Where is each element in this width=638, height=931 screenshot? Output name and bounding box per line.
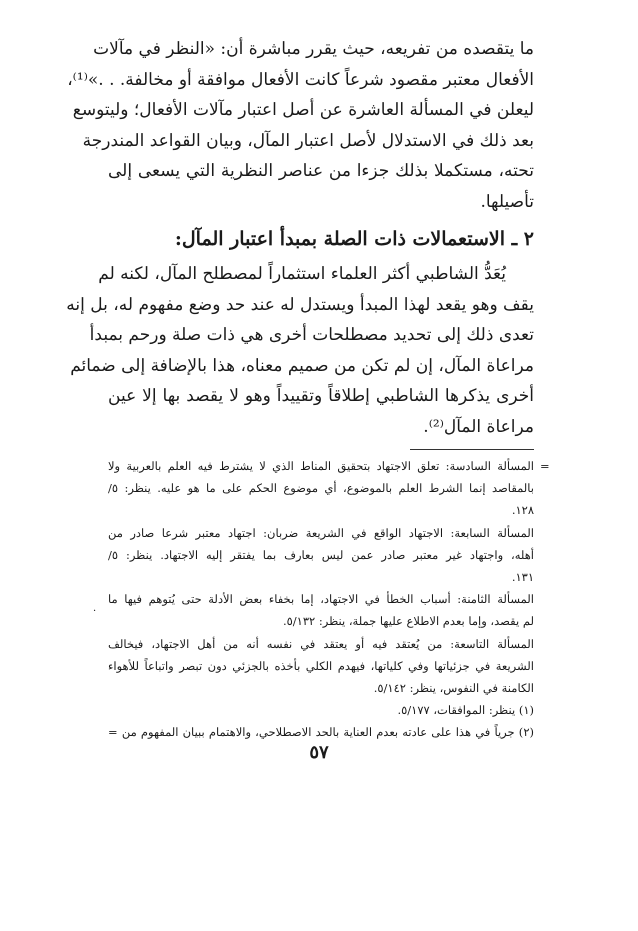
footnote-line: المسألة التاسعة: من يُعتقد فيه أو يعتقد في نفسه أنه من أهل الاجتهاد، فيخالف <box>108 636 534 651</box>
footnote-line: المسألة الثامنة: أسباب الخطأ في الاجتهاد، إما بخفاء بعض الأدلة حتى يُتوهم فيها ما <box>108 592 534 607</box>
footnote-line: بالمقاصد إنما الشرط العلم بالموضوع، أي موضوع الحكم على ما هو عليه. ينظر: ٥/ <box>108 481 534 496</box>
text-line: تعدى ذلك إلى تحديد مصطلحات أخرى هي ذات صلة ورحم بمبدأ <box>89 325 534 345</box>
footnote-continuation-marker: = <box>540 459 550 473</box>
footnote-1: (١) ينظر: الموافقات، ٥/١٧٧. <box>397 703 534 718</box>
footnote-separator <box>410 449 534 450</box>
scan-speck: · <box>93 606 97 617</box>
footnote-line: المسألة السابعة: الاجتهاد الواقع في الشريعة ضربان: اجتهاد معتبر شرعا صادر من <box>108 525 534 540</box>
text-line: مراعاة المآل، إن لم تكن من صميم معناه، هذا بالإضافة إلى ضمائم <box>70 355 534 376</box>
footnote-line: الشريعة في جزئياتها وفي كلياتها، فيهدم الكلي بأخذه بالجزئي دون تبصر واتباعاً للأهواء <box>108 658 534 673</box>
footnote-line: ١٢٨. <box>511 503 534 518</box>
footnote-line: أهله، واجتهاد غير معتبر صادر عمن ليس بعارف بما يفتقر إليه الاجتهاد. ينظر: ٥/ <box>108 547 534 562</box>
footnote-line: لم يقصد، وإما بعدم الاطلاع عليها جملة، ينظر: ٥/١٣٢. <box>282 614 534 629</box>
footnote-line: الكامنة في النفوس، ينظر: ٥/١٤٢. <box>373 681 534 696</box>
text-line: مراعاة المآل⁽²⁾. <box>423 416 534 437</box>
footnotes <box>108 455 534 744</box>
text-line: ما يتقصده من تفريعه، حيث يقرر مباشرة أن: «النظر في مآلات <box>93 39 534 59</box>
page-number: ٥٧ <box>309 742 329 763</box>
text-line: يقف وهو يقعد لهذا المبدأ ويستدل له عند حد وضع مفهوم له، بل إنه <box>66 294 534 315</box>
text-line: تحته، مستكملا بذلك جزءا من عناصر النظرية التي يسعى إلى <box>108 161 534 181</box>
main-text <box>66 34 534 442</box>
text-line: أخرى يذكرها الشاطبي إطلاقاً وتقييداً وهو لا يقصد بها إلا عين <box>108 386 534 406</box>
footnote-2: (٢) جرياً في هذا على عادته بعدم العناية بالحد الاصطلاحي، والاهتمام ببيان المفهوم من = <box>108 725 534 740</box>
footnote-line: ١٣١. <box>511 570 534 585</box>
text-line: تأصيلها. <box>480 191 534 212</box>
text-line: ليعلن في المسألة العاشرة عن أصل اعتبار مآلات الأفعال؛ وليتوسع <box>72 100 534 120</box>
text-line: بعد ذلك في الاستدلال لأصل اعتبار المآل، وبيان القواعد المندرجة <box>82 130 534 151</box>
footnote-line: المسألة السادسة: تعلق الاجتهاد بتحقيق المناط الذي لا يشترط فيه العلم بالعربية ولا <box>108 459 534 473</box>
section-heading: ٢ ـ الاستعمالات ذات الصلة بمبدأ اعتبار المآل: <box>174 228 534 250</box>
text-line: يُعَدُّ الشاطبي أكثر العلماء استثماراً لمصطلح المآل، لكنه لم <box>98 264 506 284</box>
text-line: الأفعال معتبر مقصود شرعاً كانت الأفعال موافقة أو مخالفة. . .»⁽¹⁾، <box>67 69 534 90</box>
